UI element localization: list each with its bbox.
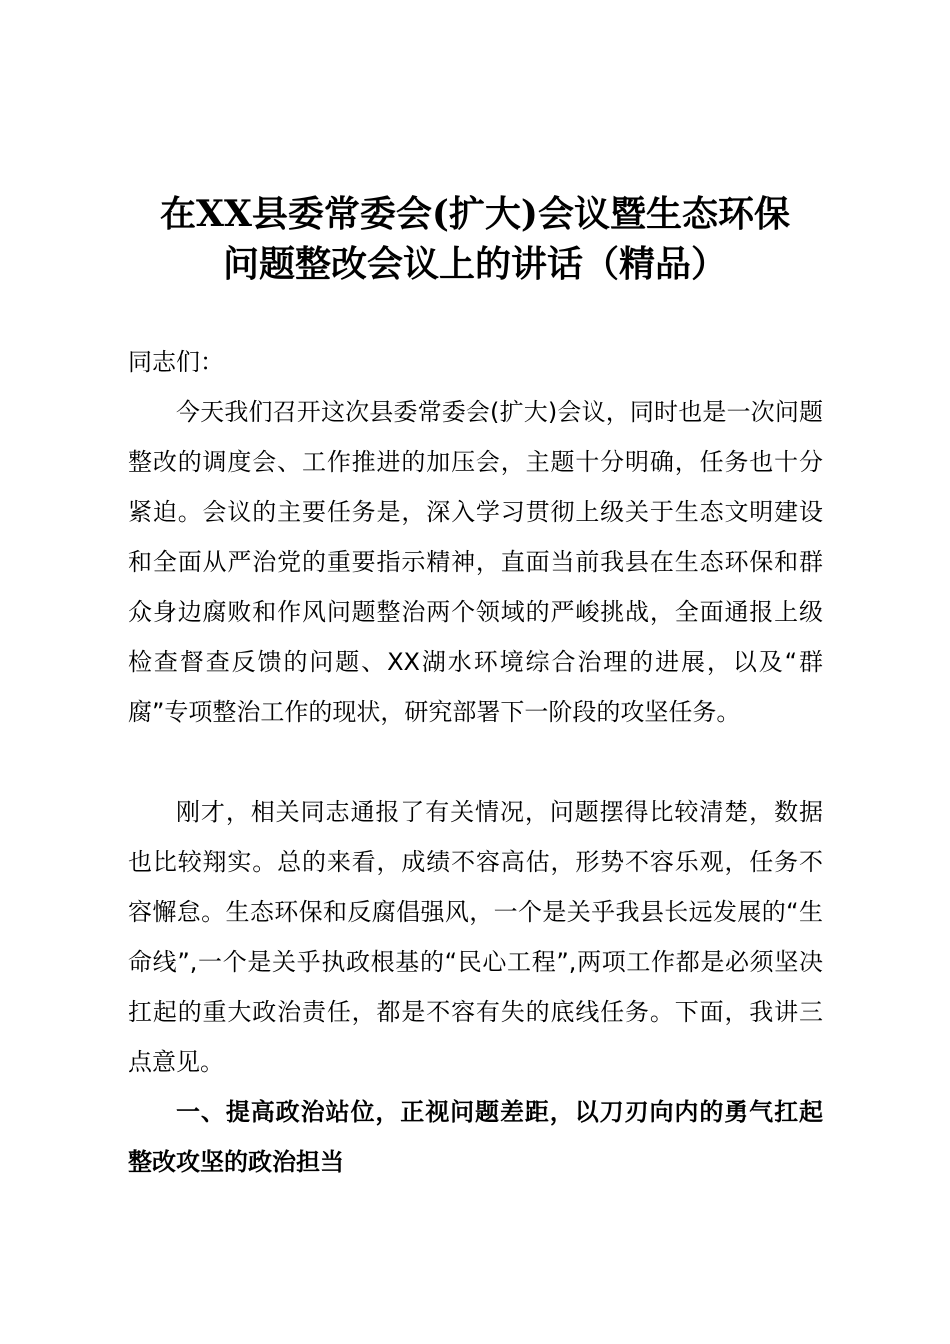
paragraph-opening: 今天我们召开这次县委常委会(扩大)会议，同时也是一次问题整改的调度会、工作推进的加压会，主题十分明确，任务也十分紧迫。会议的主要任务是，深入学习贯彻上级关于生态文明建设和全面从严治党的重要指示精神，直面当前我县在生态环保和群众身边腐败和作风问题整治两个领域的严峻挑战，全面通报上级检查督查反馈的问题、XX湖水环境综合治理的进展，以及“群腐”专项整治工作的现状，研究部署下一阶段的攻坚任务。 — [128, 398, 823, 726]
document-title-line-2: 问题整改会议上的讲话（精品） — [222, 243, 727, 285]
document-title — [110, 189, 840, 289]
document-title-line-1: 在XX县委常委会(扩大)会议暨生态环保 — [160, 193, 790, 235]
salutation: 同志们： — [128, 348, 224, 376]
section-heading-1: 一、提高政治站位，正视问题差距，以刀刃向内的勇气扛起整改攻坚的政治担当 — [128, 1098, 823, 1176]
paragraph-assessment: 刚才，相关同志通报了有关情况，问题摆得比较清楚，数据也比较翔实。总的来看，成绩不容高估，形势不容乐观，任务不容懈怠。生态环保和反腐倡强风，一个是关乎我县长远发展的“生命线”,一个是关乎执政根基的“民心工程”,两项工作都是必须坚决扛起的重大政治责任，都是不容有失的底线任务。下面，我讲三点意见。 — [128, 798, 823, 1076]
